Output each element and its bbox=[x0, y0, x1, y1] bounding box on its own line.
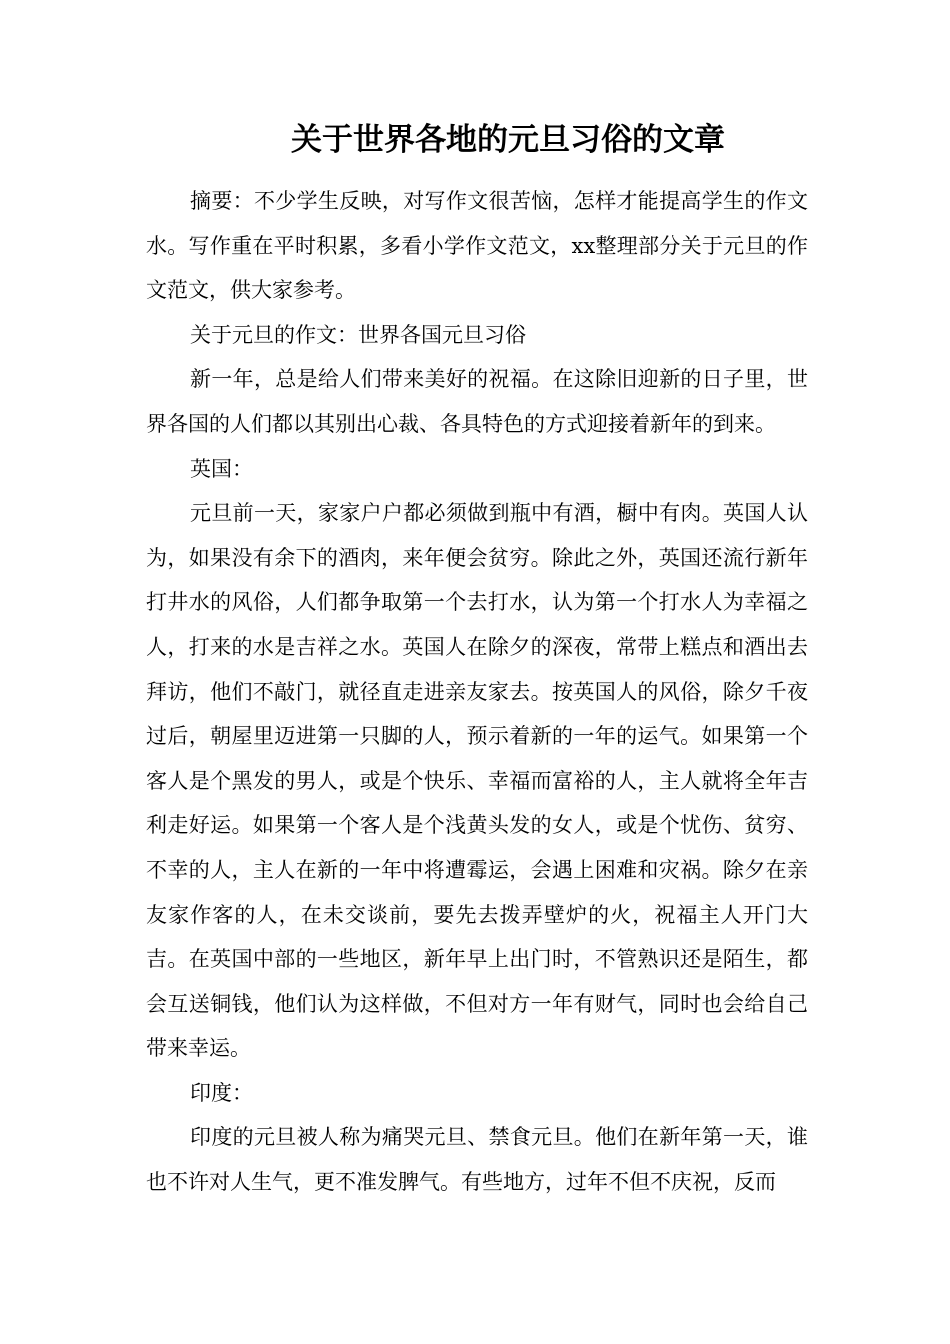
paragraph-intro: 新一年，总是给人们带来美好的祝福。在这除旧迎新的日子里，世界各国的人们都以其别出心裁、各具特色的方式迎接着新年的到来。 bbox=[146, 367, 808, 436]
section-heading-india: 印度： bbox=[190, 1080, 253, 1105]
document-title: 关于世界各地的元旦习俗的文章 bbox=[291, 122, 725, 158]
section-heading-uk: 英国： bbox=[190, 456, 253, 481]
paragraph-india: 印度的元旦被人称为痛哭元旦、禁食元旦。他们在新年第一天，谁也不许对人生气，更不准发脾气。有些地方，过年不但不庆祝，反而 bbox=[146, 1125, 808, 1195]
document-body bbox=[146, 179, 808, 1205]
paragraph-subheading: 关于元旦的作文：世界各国元旦习俗 bbox=[190, 322, 526, 347]
paragraph-uk: 元旦前一天，家家户户都必须做到瓶中有酒，橱中有肉。英国人认为，如果没有余下的酒肉，来年便会贫穷。除此之外，英国还流行新年打井水的风俗，人们都争取第一个去打水，认为第一个打水人为幸福之人，打来的水是吉祥之水。英国人在除夕的深夜，常带上糕点和酒出去拜访，他们不敲门，就径直走进亲友家去。按英国人的风俗，除夕千夜过后，朝屋里迈进第一只脚的人，预示着新的一年的运气。如果第一个客人是个黑发的男人，或是个快乐、幸福而富裕的人，主人就将全年吉利走好运。如果第一个客人是个浅黄头发的女人，或是个忧伤、贫穷、不幸的人，主人在新的一年中将遭霉运，会遇上困难和灾祸。除夕在亲友家作客的人，在未交谈前，要先去拨弄壁炉的火，祝福主人开门大吉。在英国中部的一些地区，新年早上出门时，不管熟识还是陌生，都会互送铜钱，他们认为这样做，不但对方一年有财气，同时也会给自己带来幸运。 bbox=[146, 501, 808, 1061]
paragraph-abstract: 摘要：不少学生反映，对写作文很苦恼，怎样才能提高学生的作文水。写作重在平时积累，多看小学作文范文，xx整理部分关于元旦的作文范文，供大家参考。 bbox=[146, 189, 808, 303]
